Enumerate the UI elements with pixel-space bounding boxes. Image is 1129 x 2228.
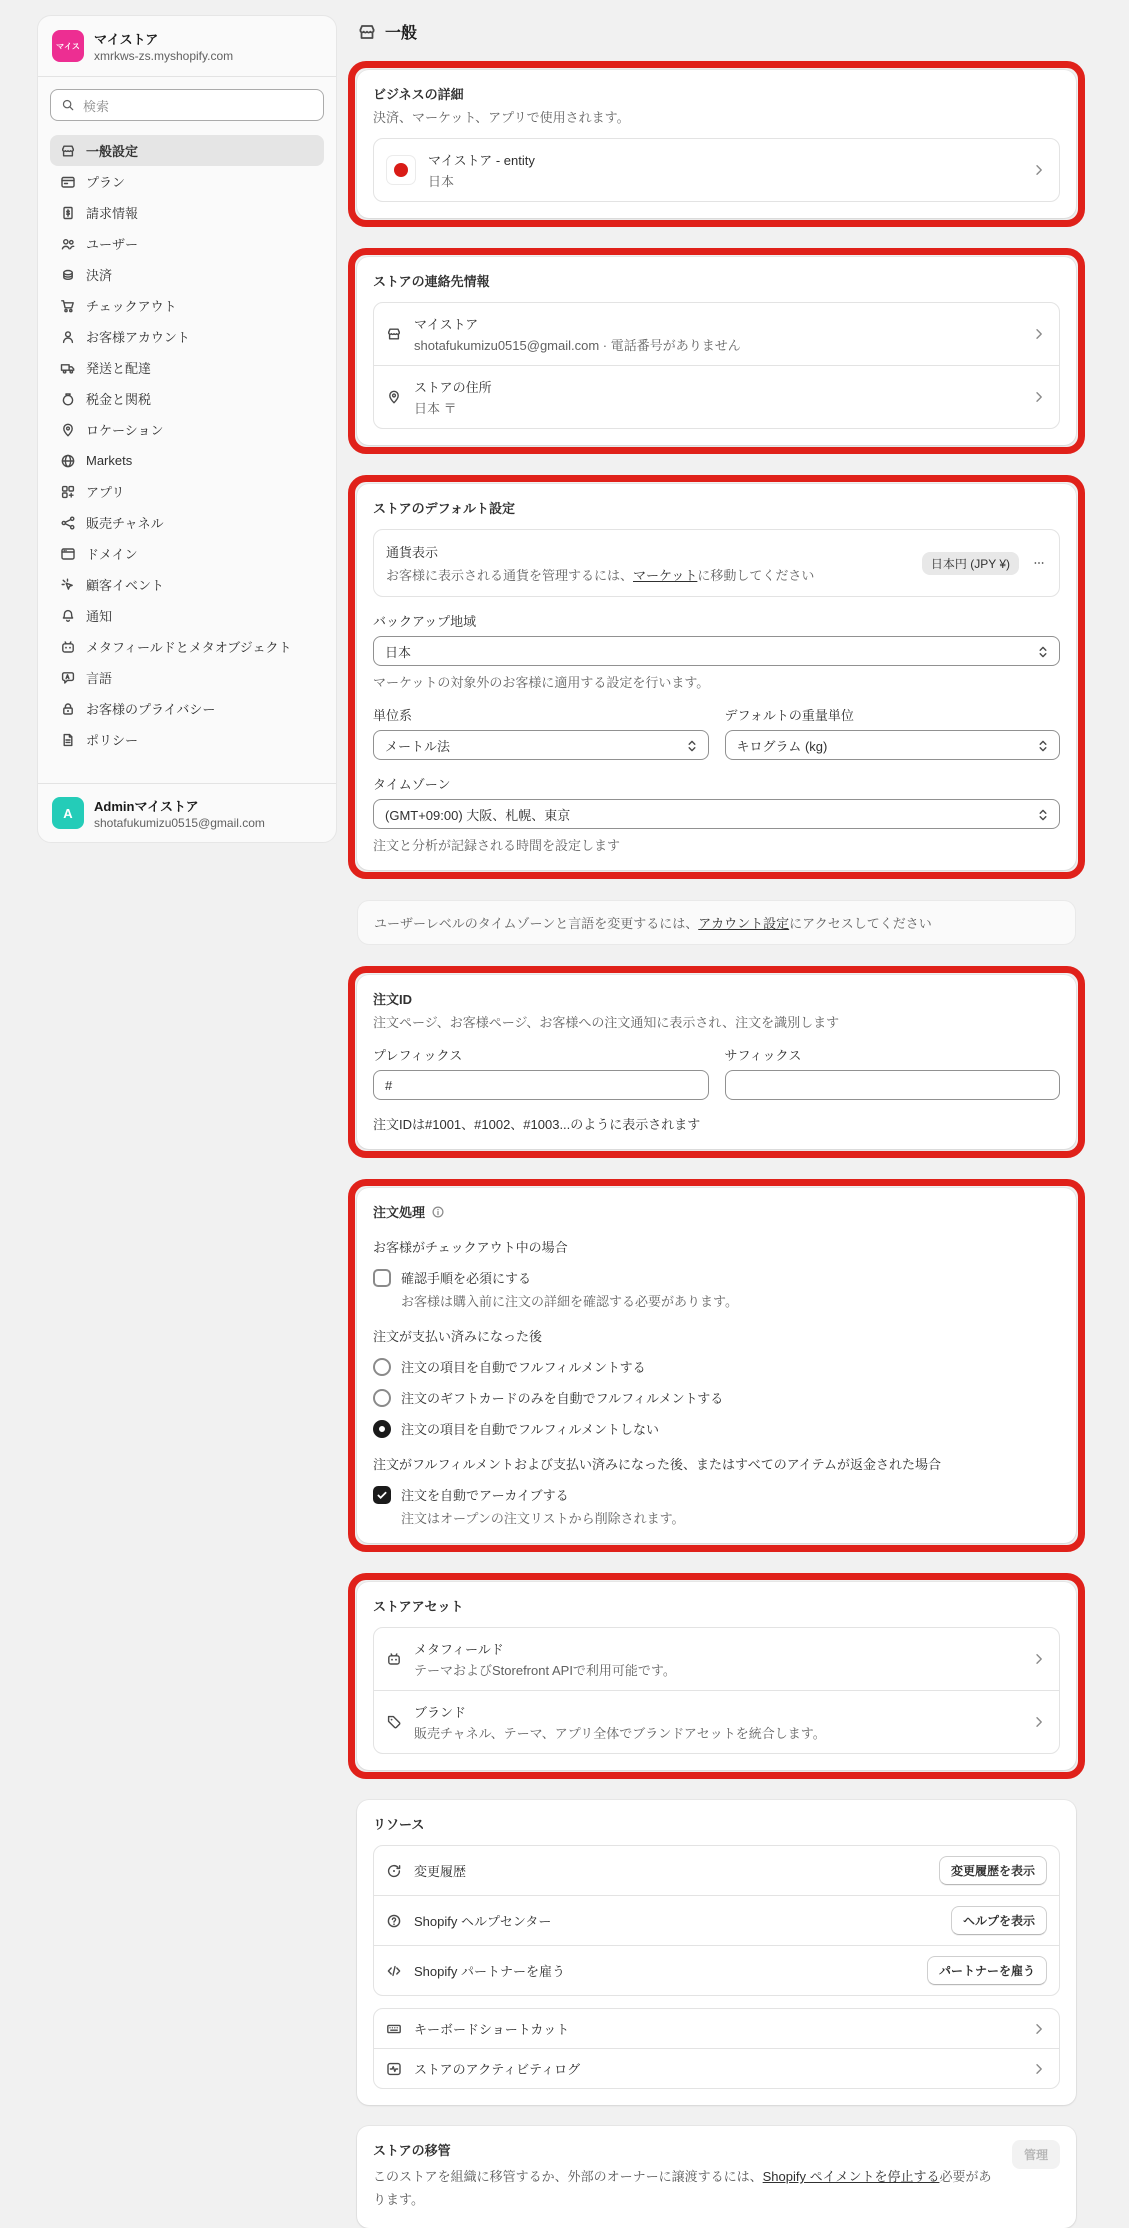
annotation-order-id — [348, 966, 1085, 1158]
selector-icon — [1035, 807, 1051, 823]
bell-icon — [60, 608, 76, 624]
apps-grid-icon — [60, 484, 76, 500]
store-address-row[interactable]: ストアの住所 日本 〒 — [374, 365, 1059, 428]
section-order-id — [357, 975, 1076, 1149]
section-title: ビジネスの詳細 — [373, 87, 464, 102]
backup-region-select[interactable]: 日本 — [373, 636, 1060, 666]
selector-icon — [1035, 738, 1051, 754]
brand-row[interactable]: ブランド 販売チャネル、テーマ、アプリ全体でブランドアセットを統合します。 — [374, 1690, 1059, 1753]
business-entity-row[interactable]: マイストア - entity 日本 — [374, 139, 1059, 201]
weight-unit-field: デフォルトの重量単位 キログラム (kg) — [725, 705, 1061, 760]
store-icon — [386, 326, 402, 342]
payments-icon — [60, 267, 76, 283]
section-order-processing: 注文処理 お客様がチェックアウト中の場合 確認手順を必須にする お客様は購入前に注文の詳細を確認する必要があります。 注文が支払い済みになった後 注文の項目を自動でフルフィルメントする 注文のギフトカードのみを自動でフルフィルメントする 注文の項目を自動でフルフィルメントしない 注文がフルフィルメントおよび支払い済みになった後、またはすべてのアイテムが返金された場合 注文を自動でアーカイブする 注文はオープンの注文リストから削除されます。 — [357, 1188, 1076, 1543]
sidebar-item-taxes[interactable]: 税金と関税 — [50, 383, 324, 414]
annotation-business-details — [348, 61, 1085, 227]
billing-icon — [60, 205, 76, 221]
user-avatar: A — [52, 797, 84, 829]
changelog-icon — [386, 1863, 402, 1879]
location-pin-icon — [60, 422, 76, 438]
activity-log-icon — [386, 2061, 402, 2077]
order-suffix-field: サフィックス — [725, 1045, 1061, 1100]
section-store-contact — [357, 257, 1076, 445]
hire-partner-button[interactable]: パートナーを雇う — [927, 1956, 1047, 1985]
order-suffix-input[interactable] — [725, 1070, 1061, 1100]
sidebar-item-billing[interactable]: 請求情報 — [50, 197, 324, 228]
metafields-icon — [60, 639, 76, 655]
admin-user[interactable] — [38, 783, 336, 842]
chevron-right-icon — [1031, 1714, 1047, 1730]
metafields-row[interactable]: メタフィールド テーマおよびStorefront APIで利用可能です。 — [374, 1628, 1059, 1690]
store-name: マイストア — [94, 32, 159, 47]
chevron-right-icon — [1031, 1651, 1047, 1667]
section-resources — [357, 1800, 1076, 2105]
store-header[interactable] — [38, 16, 336, 77]
user-name: Adminマイストア — [94, 799, 199, 814]
annotation-store-contact — [348, 248, 1085, 454]
section-description: 注文ページ、お客様ページ、お客様への注文通知に表示され、注文を識別します — [373, 1015, 840, 1030]
info-icon[interactable] — [431, 1205, 445, 1219]
sidebar-item-notifications[interactable]: 通知 — [50, 600, 324, 631]
radio-no-auto-fulfill[interactable]: 注文の項目を自動でフルフィルメントしない — [373, 1419, 1060, 1438]
changelog-row: 変更履歴 変更履歴を表示 — [374, 1846, 1059, 1895]
store-icon — [60, 143, 76, 159]
sidebar-item-sales-channels[interactable]: 販売チャネル — [50, 507, 324, 538]
pause-payments-link[interactable]: Shopify ペイメントを停止する — [762, 2169, 940, 2184]
help-icon — [386, 1913, 402, 1929]
chevron-right-icon — [1031, 2021, 1047, 2037]
section-business-details — [357, 70, 1076, 218]
settings-nav — [38, 127, 336, 783]
radio-auto-fulfill-giftcards[interactable]: 注文のギフトカードのみを自動でフルフィルメントする — [373, 1388, 1060, 1407]
selector-icon — [684, 738, 700, 754]
annotation-store-defaults — [348, 475, 1085, 879]
taxes-bag-icon — [60, 391, 76, 407]
sidebar-item-locations[interactable]: ロケーション — [50, 414, 324, 445]
settings-sidebar — [37, 15, 337, 843]
order-prefix-field: プレフィックス # — [373, 1045, 709, 1100]
sidebar-item-customer-accounts[interactable]: お客様アカウント — [50, 321, 324, 352]
group-label: お客様がチェックアウト中の場合 — [373, 1240, 568, 1255]
sidebar-item-checkout[interactable]: チェックアウト — [50, 290, 324, 321]
lock-icon — [60, 701, 76, 717]
section-store-transfer — [357, 2126, 1076, 2228]
store-profile-row[interactable]: マイストア shotafukumizu0515@gmail.com · 電話番号がありません — [374, 303, 1059, 365]
chevron-right-icon — [1031, 389, 1047, 405]
user-email: shotafukumizu0515@gmail.com — [94, 816, 265, 830]
store-avatar: マイス — [52, 30, 84, 62]
plan-icon — [60, 174, 76, 190]
selector-icon — [1035, 644, 1051, 660]
order-prefix-input[interactable] — [373, 1070, 709, 1100]
settings-content — [357, 18, 1076, 2228]
sidebar-item-domains[interactable]: ドメイン — [50, 538, 324, 569]
checkout-icon — [60, 298, 76, 314]
annotation-order-processing — [348, 1179, 1085, 1552]
unit-system-select[interactable]: メートル法 — [373, 730, 709, 760]
chevron-right-icon — [1031, 326, 1047, 342]
section-title: リソース — [373, 1817, 425, 1832]
sidebar-item-shipping[interactable]: 発送と配達 — [50, 352, 324, 383]
code-icon — [386, 1963, 402, 1979]
account-settings-link[interactable]: アカウント設定 — [698, 916, 790, 931]
sidebar-item-markets[interactable]: Markets — [50, 445, 324, 476]
cursor-events-icon — [60, 577, 76, 593]
sidebar-item-metafields[interactable]: メタフィールドとメタオブジェクト — [50, 631, 324, 662]
manage-button[interactable]: 管理 — [1012, 2140, 1060, 2169]
section-title: 注文ID — [373, 992, 413, 1007]
section-title: ストアの移管 — [373, 2143, 451, 2158]
more-actions-icon[interactable] — [1031, 555, 1047, 571]
currency-description: お客様に表示される通貨を管理するには、マーケットに移動してください — [386, 568, 815, 583]
customer-accounts-icon — [60, 329, 76, 345]
keyboard-icon — [386, 2021, 402, 2037]
account-settings-note: ユーザーレベルのタイムゾーンと言語を変更するには、アカウント設定にアクセスしてください — [357, 900, 1076, 945]
sidebar-item-users[interactable]: ユーザー — [50, 228, 324, 259]
store-icon — [357, 22, 377, 42]
require-confirmation-checkbox[interactable]: 確認手順を必須にする — [373, 1268, 1060, 1287]
languages-icon — [60, 670, 76, 686]
section-title: ストアのデフォルト設定 — [373, 501, 515, 516]
currency-badge: 日本円 (JPY ¥) — [922, 552, 1019, 575]
radio-auto-fulfill-all[interactable]: 注文の項目を自動でフルフィルメントする — [373, 1357, 1060, 1376]
shipping-truck-icon — [60, 360, 76, 376]
location-pin-icon — [386, 389, 402, 405]
section-title: 注文処理 — [373, 1205, 426, 1220]
metafields-icon — [386, 1651, 402, 1667]
japan-flag-icon — [386, 155, 416, 185]
store-domain: xmrkws-zs.myshopify.com — [94, 49, 234, 63]
section-store-defaults — [357, 484, 1076, 870]
order-id-example: 注文IDは#1001、#1002、#1003...のように表示されます — [373, 1117, 701, 1132]
currency-label: 通貨表示 — [386, 545, 439, 560]
channels-icon — [60, 515, 76, 531]
users-icon — [60, 236, 76, 252]
search-icon — [61, 98, 75, 112]
sidebar-item-customer-events[interactable]: 顧客イベント — [50, 569, 324, 600]
activity-log-row[interactable]: ストアのアクティビティログ — [374, 2048, 1059, 2088]
policies-icon — [60, 732, 76, 748]
sidebar-item-plan[interactable]: プラン — [50, 166, 324, 197]
chevron-right-icon — [1031, 162, 1047, 178]
transfer-description: このストアを組織に移管するか、外部のオーナーに譲渡するには、Shopify ペイメントを停止する必要があります。 — [373, 2169, 992, 2208]
keyboard-shortcuts-row[interactable]: キーボードショートカット — [374, 2009, 1059, 2048]
unit-system-field: 単位系 メートル法 — [373, 705, 709, 760]
group-label: 注文が支払い済みになった後 — [373, 1329, 543, 1344]
auto-archive-checkbox[interactable]: 注文を自動でアーカイブする — [373, 1485, 1060, 1504]
group-label: 注文がフルフィルメントおよび支払い済みになった後、またはすべてのアイテムが返金された場合 — [373, 1457, 941, 1472]
sidebar-item-languages[interactable]: 言語 — [50, 662, 324, 693]
hire-partner-row: Shopify パートナーを雇う パートナーを雇う — [374, 1945, 1059, 1995]
section-title: ストアアセット — [373, 1599, 464, 1614]
show-changelog-button[interactable]: 変更履歴を表示 — [939, 1856, 1047, 1885]
search-input[interactable] — [50, 89, 324, 121]
check-icon — [376, 1489, 388, 1501]
annotation-store-assets — [348, 1573, 1085, 1779]
chevron-right-icon — [1031, 2061, 1047, 2077]
sidebar-item-customer-privacy[interactable]: お客様のプライバシー — [50, 693, 324, 724]
sidebar-item-apps[interactable]: アプリ — [50, 476, 324, 507]
help-center-row: Shopify ヘルプセンター ヘルプを表示 — [374, 1895, 1059, 1945]
show-help-button[interactable]: ヘルプを表示 — [951, 1906, 1047, 1935]
search-placeholder: 検索 — [83, 98, 110, 114]
sidebar-item-policies[interactable]: ポリシー — [50, 724, 324, 755]
weight-unit-select[interactable]: キログラム (kg) — [725, 730, 1061, 760]
domains-icon — [60, 546, 76, 562]
section-title: ストアの連絡先情報 — [373, 274, 490, 289]
timezone-select[interactable]: (GMT+09:00) 大阪、札幌、東京 — [373, 799, 1060, 829]
section-store-assets — [357, 1582, 1076, 1770]
currency-display-box — [373, 529, 1060, 597]
page-title-row — [357, 20, 1076, 43]
globe-icon — [60, 453, 76, 469]
timezone-field: タイムゾーン (GMT+09:00) 大阪、札幌、東京 注文と分析が記録される時間を設定します — [373, 774, 1060, 854]
page-title: 一般 — [385, 25, 418, 42]
brand-tag-icon — [386, 1714, 402, 1730]
sidebar-item-payments[interactable]: 決済 — [50, 259, 324, 290]
sidebar-item-general-settings[interactable]: 一般設定 — [50, 135, 324, 166]
section-description: 決済、マーケット、アプリで使用されます。 — [373, 110, 630, 125]
markets-link[interactable]: マーケット — [633, 568, 698, 583]
backup-region-field: バックアップ地域 日本 マーケットの対象外のお客様に適用する設定を行います。 — [373, 611, 1060, 691]
